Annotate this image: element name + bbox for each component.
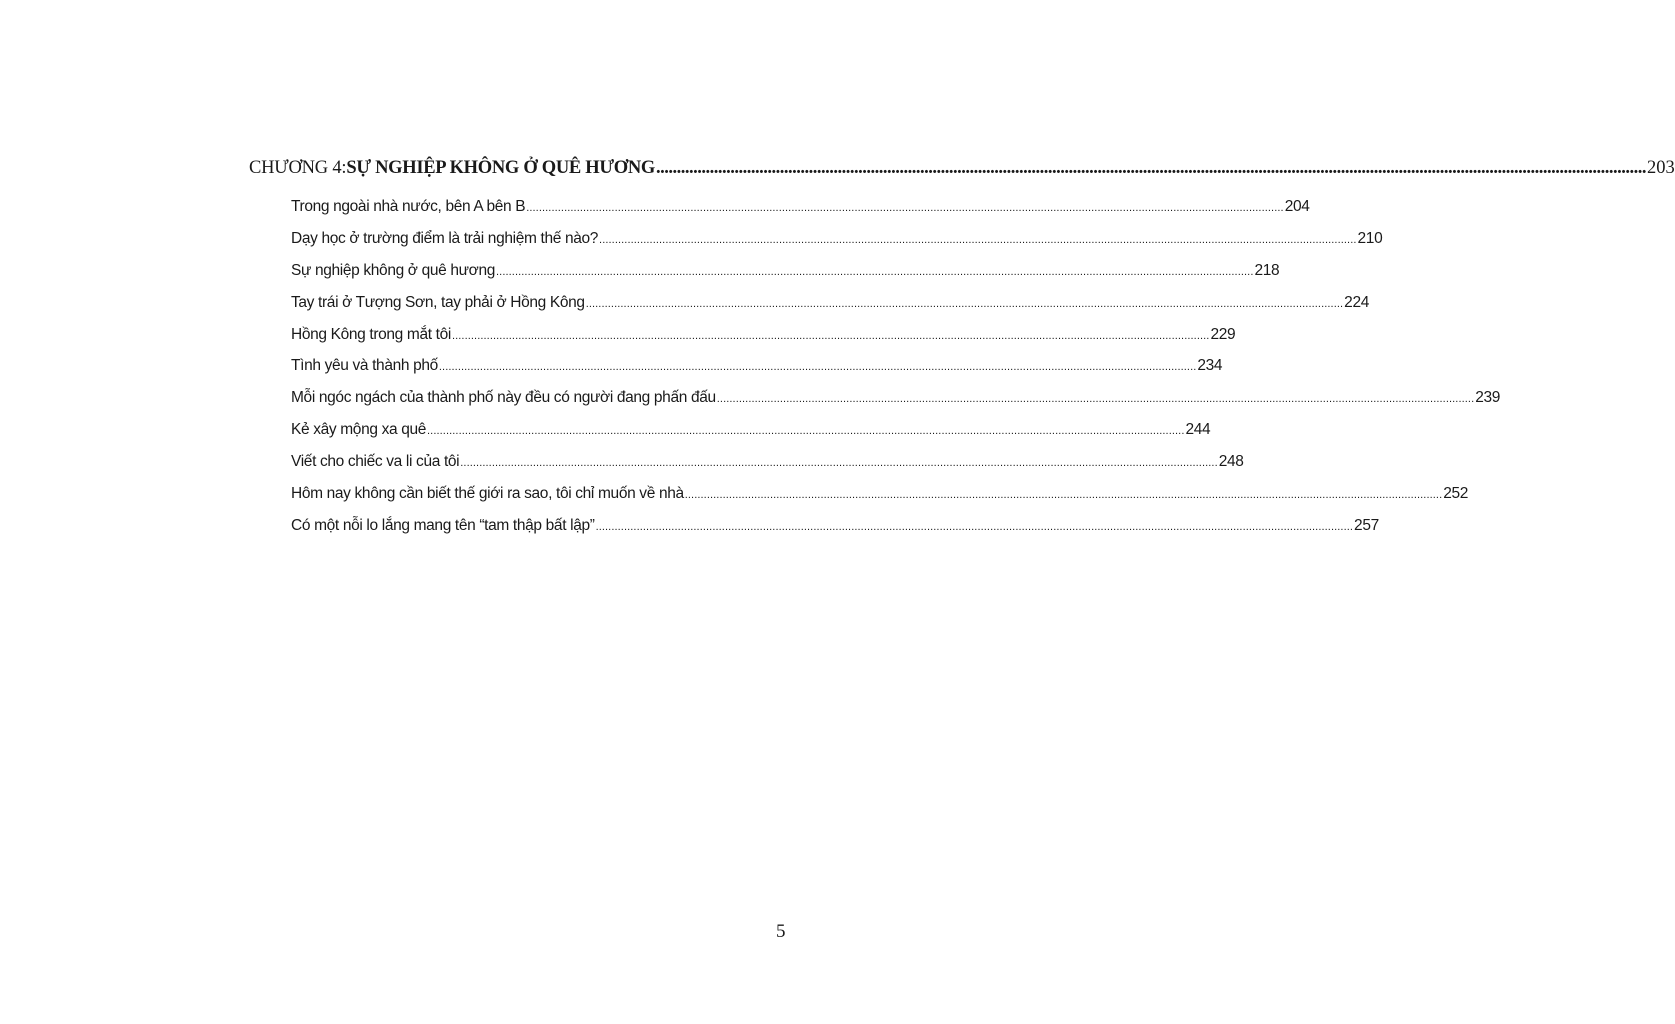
chapter-heading (249, 158, 1675, 188)
table-of-contents (249, 158, 1675, 549)
toc-entry-page: 252 (1443, 485, 1469, 503)
toc-entry (291, 421, 1211, 453)
toc-entry-page: 244 (1185, 421, 1211, 439)
toc-entry (291, 389, 1501, 421)
toc-entry-list (291, 198, 1501, 549)
toc-entry (291, 357, 1223, 389)
toc-entry-page: 229 (1210, 325, 1236, 343)
dot-leader (586, 294, 1343, 312)
toc-entry-page: 239 (1475, 389, 1501, 407)
toc-entry-title: Kẻ xây mộng xa quê (291, 421, 427, 439)
dot-leader (596, 517, 1353, 535)
dot-leader (427, 421, 1184, 439)
toc-entry-title: Có một nỗi lo lắng mang tên “tam thập bất lập” (291, 516, 595, 534)
toc-entry-page: 204 (1284, 198, 1310, 215)
dot-leader (685, 485, 1442, 503)
toc-entry-title: Sự nghiệp không ở quê hương (291, 261, 496, 279)
dot-leader (460, 453, 1217, 471)
toc-entry (291, 198, 1310, 230)
toc-entry (291, 485, 1469, 517)
toc-entry-title: Hồng Kông trong mắt tôi (291, 325, 451, 343)
toc-entry (291, 229, 1383, 262)
toc-entry (291, 261, 1280, 294)
toc-entry-page: 234 (1197, 357, 1223, 375)
toc-entry (291, 293, 1369, 326)
toc-entry-title: Tình yêu và thành phố (291, 357, 438, 375)
toc-entry-page: 224 (1344, 293, 1369, 311)
dot-leader (717, 389, 1474, 407)
dot-leader (656, 158, 1646, 179)
toc-entry-page: 210 (1357, 229, 1383, 247)
dot-leader (599, 230, 1356, 248)
toc-entry-title: Dạy học ở trường điểm là trải nghiệm thế nào? (291, 229, 599, 247)
dot-leader (526, 198, 1283, 216)
dot-leader (452, 326, 1209, 344)
chapter-title: SỰ NGHIỆP KHÔNG Ở QUÊ HƯƠNG (346, 158, 656, 178)
chapter-page-number: 203 (1647, 158, 1675, 178)
page-number: 5 (776, 921, 786, 942)
dot-leader (439, 357, 1196, 375)
toc-entry-page: 257 (1354, 516, 1379, 534)
toc-entry-title: Tay trái ở Tượng Sơn, tay phải ở Hồng Kông (291, 293, 585, 311)
toc-entry-title: Hôm nay không cần biết thế giới ra sao, tôi chỉ muốn về nhà (291, 485, 684, 503)
toc-entry-title: Mỗi ngóc ngách của thành phố này đều có người đang phấn đấu (291, 389, 716, 407)
toc-entry-title: Trong ngoài nhà nước, bên A bên B (291, 198, 526, 215)
toc-entry-page: 218 (1254, 261, 1280, 279)
toc-entry (291, 516, 1379, 549)
toc-entry-title: Viết cho chiếc va li của tôi (291, 453, 460, 471)
toc-entry-page: 248 (1218, 453, 1244, 471)
toc-entry (291, 325, 1236, 358)
dot-leader (496, 262, 1253, 280)
toc-entry (291, 453, 1244, 485)
chapter-prefix: CHƯƠNG 4: (249, 158, 347, 178)
